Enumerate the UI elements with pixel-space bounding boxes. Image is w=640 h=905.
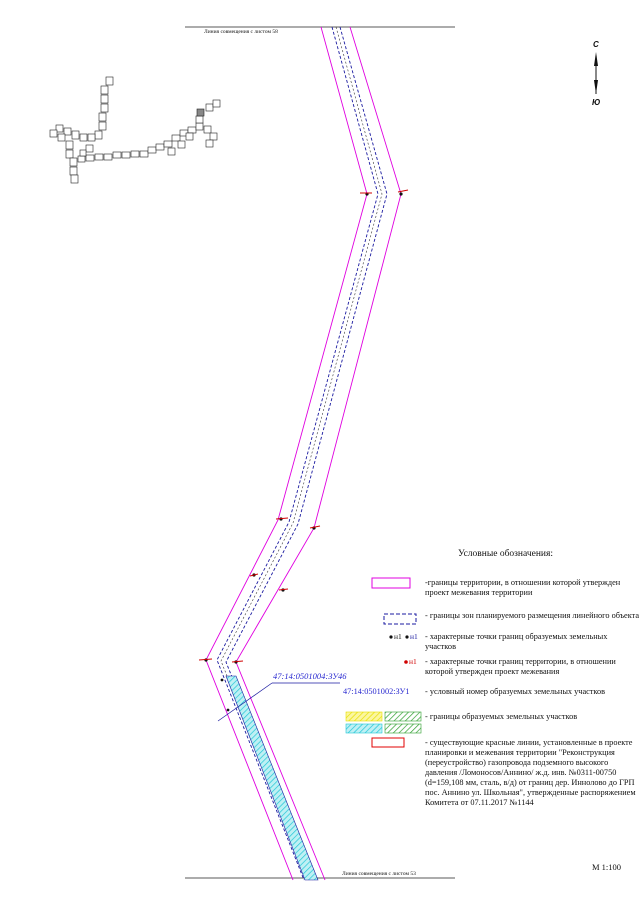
- scale-label: М 1:100: [592, 862, 622, 872]
- legend-symbol-zone: [384, 614, 416, 624]
- south-label: Ю: [592, 98, 601, 107]
- boundary-points: [199, 190, 408, 711]
- legend-swatch-green-1: [385, 712, 421, 721]
- top-match-label: Линия совмещения с листом 58: [204, 29, 278, 35]
- legend-swatch-cyan: [346, 724, 382, 733]
- legend-item-points: - характерные точки границ образуемых земельных участков: [425, 632, 608, 651]
- legend-swatch-green-2: [385, 724, 421, 733]
- legend-red-point-sample: н1: [409, 657, 417, 666]
- legend-point-sample-a: н1: [394, 632, 402, 641]
- legend-item-zone: - границы зон планируемого размещения линейного объекта: [425, 611, 640, 620]
- legend-symbol-territory: [372, 578, 410, 588]
- plot-number-label: 47:14:0501004:ЗУ46: [273, 671, 347, 681]
- legend-item-plots: - границы образуемых земельных участков: [425, 712, 578, 721]
- legend-item-red-lines: - существующие красные линии, установленные в проекте планировки и межевания территории "Реконструкция (переустройство) газопровода подземного высокого давления /Ломоносов/Аннино/ ж.д. инв. №0311-00750 (d=159,108 мм, сталь, в/д) от границ дер. Иннолово до ГРП пос. Аннино ул. Школьная", утвержденные распоряжением Комитета от 07.11.2017 №1144: [425, 738, 636, 807]
- legend-point-sample-b: н1: [410, 632, 418, 641]
- north-arrow: [588, 40, 608, 112]
- legend-item-territory: -границы территории, в отношении которой утвержден проект межевания территории: [425, 578, 621, 597]
- legend-symbol-point-red: [404, 660, 408, 664]
- legend-title: Условные обозначения:: [458, 549, 554, 559]
- bottom-match-label: Линия совмещения с листом 53: [342, 871, 416, 877]
- overview-key-map: [50, 77, 220, 183]
- legend-swatch-yellow: [346, 712, 382, 721]
- legend-symbol-red-lines: [372, 738, 404, 747]
- land-plot-strip: [226, 676, 318, 880]
- legend-item-red-points: - характерные точки границ территории, в отношении которой утвержден проект межевания: [425, 657, 616, 676]
- territory-boundary: [206, 27, 401, 880]
- north-label: С: [593, 40, 599, 49]
- pipeline-axis: [221, 27, 382, 880]
- legend-item-plot-number: - условный номер образуемых земельных участков: [425, 687, 606, 696]
- legend-symbol-point-black: [389, 635, 392, 638]
- legend-plot-number-sample: 47:14:0501002:ЗУ1: [343, 687, 410, 696]
